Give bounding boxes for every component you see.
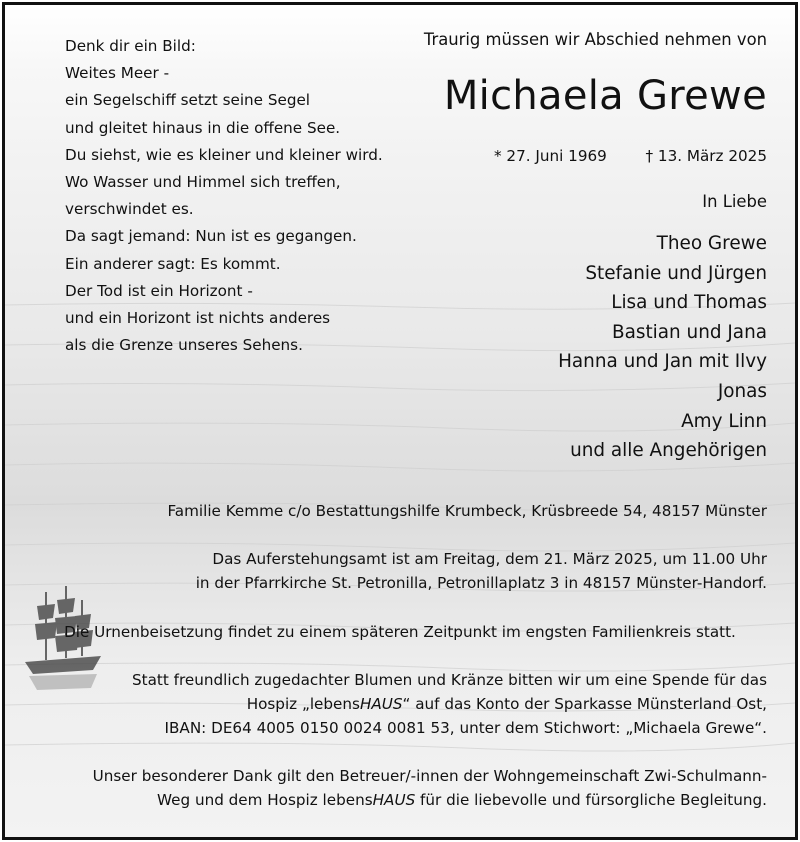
poem-line: Weites Meer - (65, 64, 170, 83)
hospice-emphasis: HAUS (359, 695, 403, 713)
donation-line-3: IBAN: DE64 4005 0150 0024 0081 53, unter dem Stichwort: „Michaela Grewe“. (164, 719, 767, 737)
thanks-line-1: Unser besonderer Dank gilt den Betreuer/-innen der Wohngemeinschaft Zwi-Schulmann- (92, 767, 767, 785)
mourner-name: Theo Grewe (656, 233, 767, 254)
in-love-label: In Liebe (702, 192, 767, 211)
obituary-notice (2, 2, 798, 840)
mourner-name: Lisa und Thomas (611, 292, 767, 314)
birth-date: * 27. Juni 1969 (494, 147, 607, 165)
intro-text: Traurig müssen wir Abschied nehmen von (423, 30, 767, 49)
deceased-name: Michaela Grewe (443, 73, 767, 119)
poem-line: Da sagt jemand: Nun ist es gegangen. (65, 227, 357, 246)
mourner-name: und alle Angehörigen (570, 440, 767, 462)
mourner-name: Hanna und Jan mit Ilvy (558, 351, 767, 373)
mourner-name: Stefanie und Jürgen (585, 262, 767, 284)
poem-line: Wo Wasser und Himmel sich treffen, (65, 173, 341, 192)
thanks-text: Weg und dem Hospiz lebens (157, 791, 373, 809)
donation-text: Hospiz „lebens (246, 695, 360, 713)
donation-line-2 (247, 695, 767, 713)
mourner-name: Jonas (717, 380, 767, 402)
poem-line: und ein Horizont ist nichts anderes (65, 309, 331, 328)
hospice-emphasis: HAUS (372, 791, 416, 809)
service-line-2: in der Pfarrkirche St. Petronilla, Petronillaplatz 3 in 48157 Münster-Handorf. (195, 574, 767, 592)
donation-text: “ auf das Konto der Sparkasse Münsterland Ost, (402, 695, 767, 713)
poem-line: Ein anderer sagt: Es kommt. (65, 254, 281, 273)
poem-line: und gleitet hinaus in die offene See. (65, 118, 341, 137)
thanks-text: für die liebevolle und fürsorgliche Begleitung. (415, 791, 767, 809)
burial-note: Die Urnenbeisetzung findet zu einem späteren Zeitpunkt im engsten Familienkreis statt. (64, 623, 736, 641)
poem-line: ein Segelschiff setzt seine Segel (65, 91, 311, 110)
poem (65, 33, 383, 359)
family-address: Familie Kemme c/o Bestattungshilfe Krumbeck, Krüsbreede 54, 48157 Münster (167, 502, 767, 520)
donation-line-1: Statt freundlich zugedachter Blumen und Kränze bitten wir um eine Spende für das (132, 671, 767, 689)
poem-line: Der Tod ist ein Horizont - (65, 281, 253, 300)
mourners-list (558, 229, 767, 466)
service-line-1: Das Auferstehungsamt ist am Freitag, dem 21. März 2025, um 11.00 Uhr (212, 550, 767, 568)
poem-line: als die Grenze unseres Sehens. (65, 336, 303, 355)
thanks-line-2 (157, 791, 767, 809)
poem-line: Du siehst, wie es kleiner und kleiner wird. (65, 145, 383, 164)
poem-line: Denk dir ein Bild: (65, 37, 196, 55)
poem-line: verschwindet es. (65, 200, 194, 219)
death-date: † 13. März 2025 (645, 147, 767, 165)
mourner-name: Bastian und Jana (611, 321, 767, 343)
mourner-name: Amy Linn (681, 410, 767, 432)
